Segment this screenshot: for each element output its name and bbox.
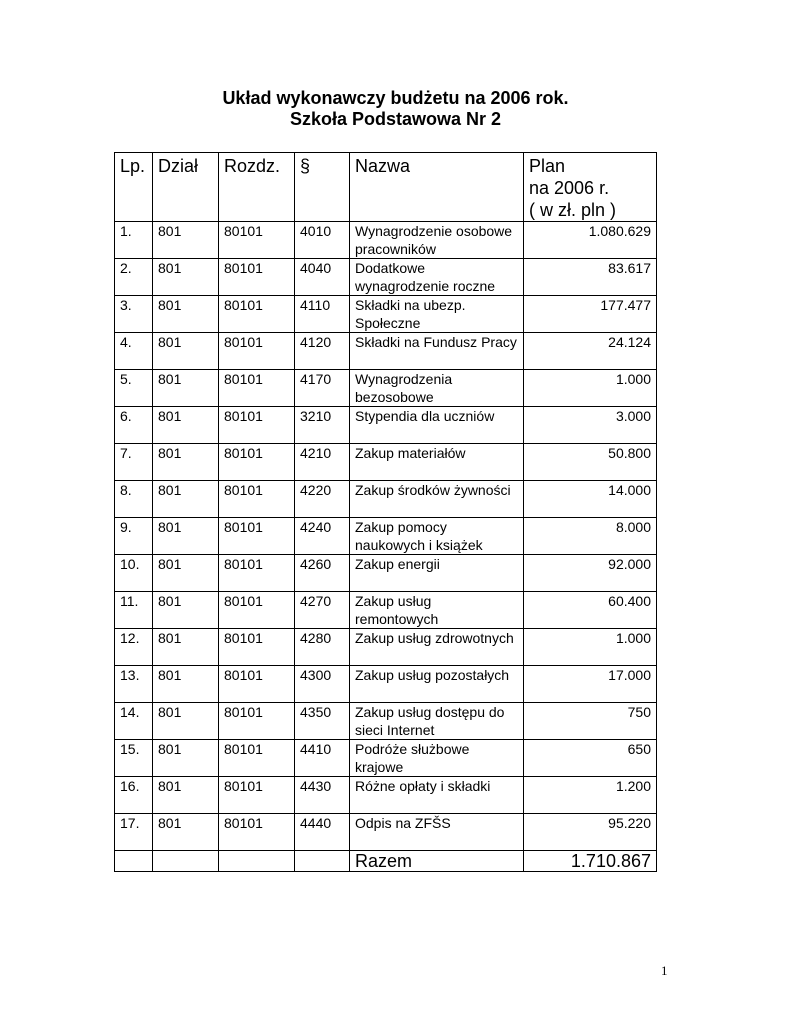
cell-nazwa: Dodatkowe wynagrodzenie roczne	[350, 259, 524, 296]
cell-nazwa: Zakup materiałów	[350, 444, 524, 481]
cell-nazwa: Stypendia dla uczniów	[350, 407, 524, 444]
cell-rozdz: 80101	[219, 407, 295, 444]
cell-rozdz: 80101	[219, 555, 295, 592]
total-row	[115, 851, 657, 872]
cell-rozdz: 80101	[219, 222, 295, 259]
cell-plan: 1.080.629	[524, 222, 657, 259]
cell-lp: 7.	[115, 444, 153, 481]
cell-dzial: 801	[153, 222, 219, 259]
table-row	[115, 296, 657, 333]
document-title: Układ wykonawczy budżetu na 2006 rok.	[222, 88, 569, 108]
cell-dzial: 801	[153, 333, 219, 370]
cell-nazwa: Składki na Fundusz Pracy	[350, 333, 524, 370]
cell-paragraf: 4410	[295, 740, 350, 777]
cell-dzial: 801	[153, 481, 219, 518]
cell-paragraf: 4220	[295, 481, 350, 518]
cell-rozdz: 80101	[219, 777, 295, 814]
cell-nazwa: Zakup usług remontowych	[350, 592, 524, 629]
cell-plan: 50.800	[524, 444, 657, 481]
header-dzial: Dział	[153, 153, 219, 222]
table-row	[115, 259, 657, 296]
cell-lp: 2.	[115, 259, 153, 296]
cell-nazwa: Zakup pomocy naukowych i książek	[350, 518, 524, 555]
cell-dzial: 801	[153, 740, 219, 777]
cell-dzial: 801	[153, 259, 219, 296]
cell-paragraf: 4240	[295, 518, 350, 555]
table-row	[115, 407, 657, 444]
cell-rozdz: 80101	[219, 370, 295, 407]
cell-paragraf: 4280	[295, 629, 350, 666]
total-empty-cell	[219, 851, 295, 872]
cell-dzial: 801	[153, 407, 219, 444]
cell-rozdz: 80101	[219, 259, 295, 296]
cell-paragraf: 4270	[295, 592, 350, 629]
cell-lp: 3.	[115, 296, 153, 333]
cell-paragraf: 3210	[295, 407, 350, 444]
cell-lp: 5.	[115, 370, 153, 407]
cell-dzial: 801	[153, 629, 219, 666]
cell-plan: 177.477	[524, 296, 657, 333]
cell-rozdz: 80101	[219, 592, 295, 629]
cell-nazwa: Podróże służbowe krajowe	[350, 740, 524, 777]
cell-rozdz: 80101	[219, 333, 295, 370]
cell-lp: 14.	[115, 703, 153, 740]
cell-paragraf: 4170	[295, 370, 350, 407]
cell-rozdz: 80101	[219, 518, 295, 555]
header-nazwa: Nazwa	[350, 153, 524, 222]
cell-nazwa: Zakup środków żywności	[350, 481, 524, 518]
table-row	[115, 481, 657, 518]
cell-rozdz: 80101	[219, 666, 295, 703]
table-row	[115, 740, 657, 777]
table-row	[115, 222, 657, 259]
cell-rozdz: 80101	[219, 740, 295, 777]
cell-paragraf: 4260	[295, 555, 350, 592]
cell-rozdz: 80101	[219, 481, 295, 518]
table-row	[115, 703, 657, 740]
total-empty-cell	[295, 851, 350, 872]
cell-plan: 95.220	[524, 814, 657, 851]
cell-nazwa: Różne opłaty i składki	[350, 777, 524, 814]
cell-plan: 750	[524, 703, 657, 740]
header-plan-line3: ( w zł. pln )	[529, 200, 617, 220]
cell-paragraf: 4430	[295, 777, 350, 814]
cell-plan: 17.000	[524, 666, 657, 703]
cell-plan: 650	[524, 740, 657, 777]
cell-lp: 11.	[115, 592, 153, 629]
cell-paragraf: 4350	[295, 703, 350, 740]
table-row	[115, 666, 657, 703]
document-subtitle: Szkoła Podstawowa Nr 2	[289, 109, 502, 129]
cell-dzial: 801	[153, 703, 219, 740]
table-row	[115, 777, 657, 814]
cell-rozdz: 80101	[219, 814, 295, 851]
header-paragraf: §	[295, 153, 350, 222]
table-row	[115, 555, 657, 592]
header-plan-line2: na 2006 r.	[529, 178, 610, 198]
table-row	[115, 370, 657, 407]
cell-plan: 92.000	[524, 555, 657, 592]
cell-lp: 1.	[115, 222, 153, 259]
cell-nazwa: Składki na ubezp. Społeczne	[350, 296, 524, 333]
cell-plan: 83.617	[524, 259, 657, 296]
cell-lp: 8.	[115, 481, 153, 518]
table-row	[115, 444, 657, 481]
total-empty-cell	[115, 851, 153, 872]
table-row	[115, 629, 657, 666]
cell-lp: 6.	[115, 407, 153, 444]
cell-plan: 1.000	[524, 629, 657, 666]
cell-plan: 60.400	[524, 592, 657, 629]
cell-nazwa: Wynagrodzenie osobowe pracowników	[350, 222, 524, 259]
table-header-row	[115, 153, 657, 222]
page-number: 1	[661, 963, 668, 978]
cell-rozdz: 80101	[219, 296, 295, 333]
cell-nazwa: Zakup usług pozostałych	[350, 666, 524, 703]
cell-dzial: 801	[153, 444, 219, 481]
total-value: 1.710.867	[524, 851, 657, 872]
cell-lp: 17.	[115, 814, 153, 851]
cell-dzial: 801	[153, 777, 219, 814]
cell-dzial: 801	[153, 296, 219, 333]
cell-lp: 13.	[115, 666, 153, 703]
cell-plan: 14.000	[524, 481, 657, 518]
cell-dzial: 801	[153, 666, 219, 703]
budget-table	[114, 152, 657, 872]
cell-lp: 10.	[115, 555, 153, 592]
cell-plan: 1.200	[524, 777, 657, 814]
table-row	[115, 814, 657, 851]
cell-paragraf: 4010	[295, 222, 350, 259]
header-plan	[524, 153, 657, 222]
cell-plan: 3.000	[524, 407, 657, 444]
cell-nazwa: Wynagrodzenia bezosobowe	[350, 370, 524, 407]
cell-dzial: 801	[153, 592, 219, 629]
cell-plan: 8.000	[524, 518, 657, 555]
header-rozdz: Rozdz.	[219, 153, 295, 222]
cell-rozdz: 80101	[219, 629, 295, 666]
cell-rozdz: 80101	[219, 444, 295, 481]
table-row	[115, 518, 657, 555]
table-row	[115, 333, 657, 370]
cell-dzial: 801	[153, 555, 219, 592]
cell-lp: 16.	[115, 777, 153, 814]
cell-nazwa: Zakup usług dostępu do sieci Internet	[350, 703, 524, 740]
cell-paragraf: 4300	[295, 666, 350, 703]
cell-paragraf: 4110	[295, 296, 350, 333]
cell-lp: 4.	[115, 333, 153, 370]
header-lp: Lp.	[115, 153, 153, 222]
cell-dzial: 801	[153, 814, 219, 851]
table-row	[115, 592, 657, 629]
total-label: Razem	[350, 851, 524, 872]
cell-plan: 24.124	[524, 333, 657, 370]
cell-nazwa: Zakup usług zdrowotnych	[350, 629, 524, 666]
cell-lp: 12.	[115, 629, 153, 666]
cell-plan: 1.000	[524, 370, 657, 407]
cell-nazwa: Odpis na ZFŠS	[350, 814, 524, 851]
total-empty-cell	[153, 851, 219, 872]
cell-paragraf: 4210	[295, 444, 350, 481]
cell-rozdz: 80101	[219, 703, 295, 740]
header-plan-line1: Plan	[529, 156, 566, 176]
cell-lp: 9.	[115, 518, 153, 555]
cell-lp: 15.	[115, 740, 153, 777]
cell-dzial: 801	[153, 518, 219, 555]
cell-paragraf: 4440	[295, 814, 350, 851]
cell-dzial: 801	[153, 370, 219, 407]
cell-nazwa: Zakup energii	[350, 555, 524, 592]
cell-paragraf: 4120	[295, 333, 350, 370]
cell-paragraf: 4040	[295, 259, 350, 296]
